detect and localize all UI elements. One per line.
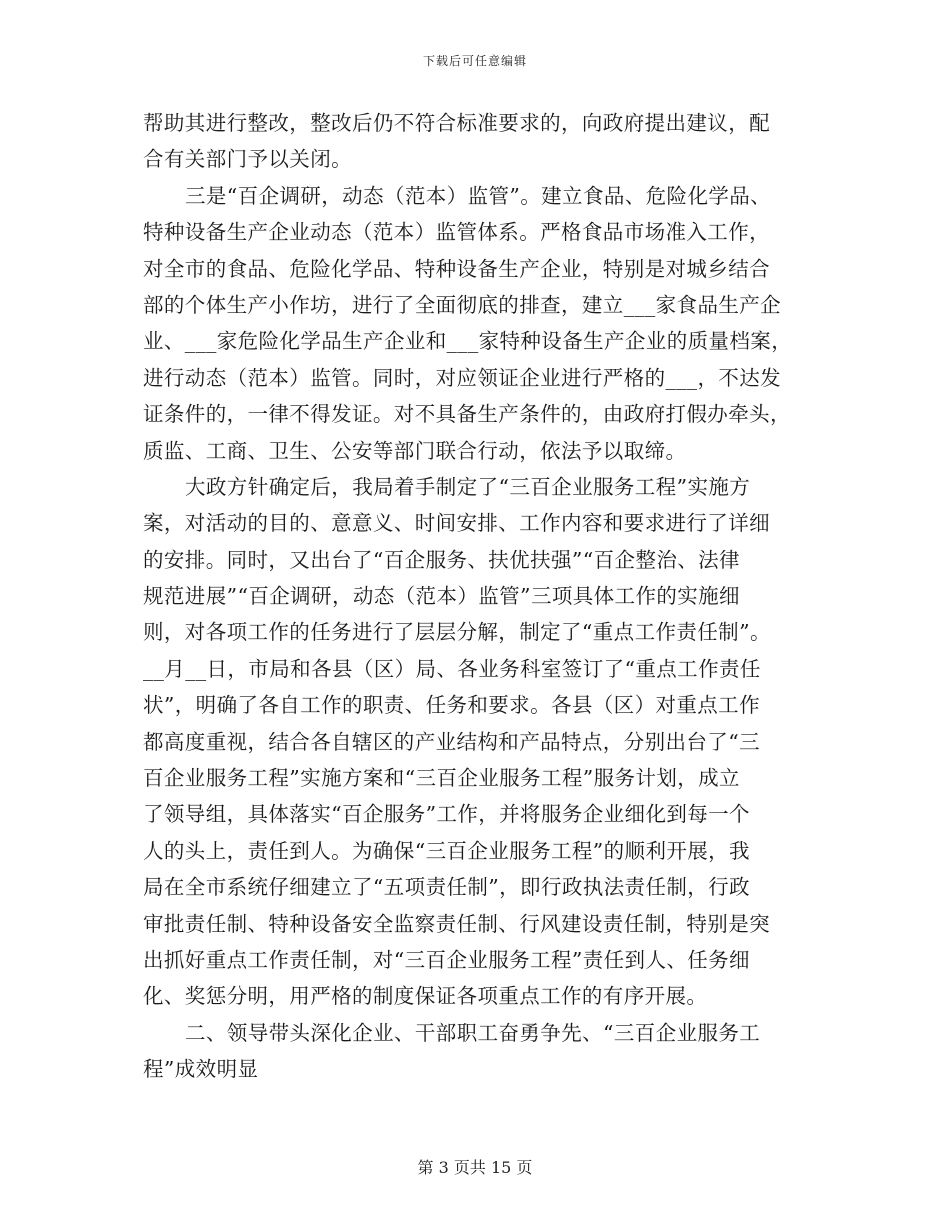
document-body [143, 105, 815, 1088]
text-line: 进行动态（范本）监管。同时，对应领证企业进行严格的___，不达发 [143, 365, 782, 390]
text-line: 状”，明确了各自工作的职责、任务和要求。各县（区）对重点工作 [143, 693, 760, 718]
page-header: 下载后可任意编辑 [422, 54, 527, 68]
text-line: 案，对活动的目的、意意义、时间安排、工作内容和要求进行了详细 [143, 511, 770, 536]
text-line: 审批责任制、特种设备安全监察责任制、行风建设责任制，特别是突 [143, 911, 770, 936]
page-footer: 第 3 页共 15 页 [417, 1158, 533, 1177]
text-line: 程”成效明显 [143, 1057, 259, 1082]
text-line: 人的头上，责任到人。为确保“三百企业服务工程”的顺利开展，我 [143, 838, 750, 863]
text-line: 了领导组，具体落实“百企服务”工作，并将服务企业细化到每一个 [143, 802, 750, 827]
text-line: 证条件的，一律不得发证。对不具备生产条件的，由政府打假办牵头， [143, 402, 791, 427]
text-line: 特种设备生产企业动态（范本）监管体系。严格食品市场准入工作， [143, 220, 770, 245]
text-line: 都高度重视，结合各自辖区的产业结构和产品特点，分别出台了“三 [143, 729, 760, 754]
text-line: 出抓好重点工作责任制，对“三百企业服务工程”责任到人、任务细 [143, 947, 750, 972]
text-line: 化、奖惩分明，用严格的制度保证各项重点工作的有序开展。 [143, 984, 708, 1009]
text-line: 部的个体生产小作坊，进行了全面彻底的排查，建立___家食品生产企 [143, 292, 782, 317]
text-line: 对全市的食品、危险化学品、特种设备生产企业，特别是对城乡结合 [143, 256, 770, 281]
text-line: 百企业服务工程”实施方案和“三百企业服务工程”服务计划，成立 [143, 766, 740, 791]
text-line: 二、领导带头深化企业、干部职工奋勇争先、“三百企业服务工 [185, 1020, 761, 1045]
text-line: 合有关部门予以关闭。 [143, 147, 352, 172]
text-line: 的安排。同时，又出台了“百企服务、扶优扶强”“百企整治、法律 [143, 547, 740, 572]
text-line: 业、___家危险化学品生产企业和___家特种设备生产企业的质量档案， [143, 329, 793, 354]
text-line: 质监、工商、卫生、公安等部门联合行动，依法予以取缔。 [143, 438, 687, 463]
text-line: 局在全市系统仔细建立了“五项责任制”，即行政执法责任制，行政 [143, 875, 750, 900]
text-line: 三是“百企调研，动态（范本）监管”。建立食品、危险化学品、 [185, 183, 772, 208]
text-line: __月__日，市局和各县（区）局、各业务科室签订了“重点工作责任 [143, 656, 761, 681]
text-line: 帮助其进行整改，整改后仍不符合标准要求的，向政府提出建议，配 [143, 111, 770, 135]
text-line: 规范进展”“百企调研，动态（范本）监管”三项具体工作的实施细 [143, 584, 740, 609]
text-line: 则，对各项工作的任务进行了层层分解，制定了“重点工作责任制”。 [143, 620, 771, 645]
text-line: 大政方针确定后，我局着手制定了“三百企业服务工程”实施方 [185, 474, 751, 499]
